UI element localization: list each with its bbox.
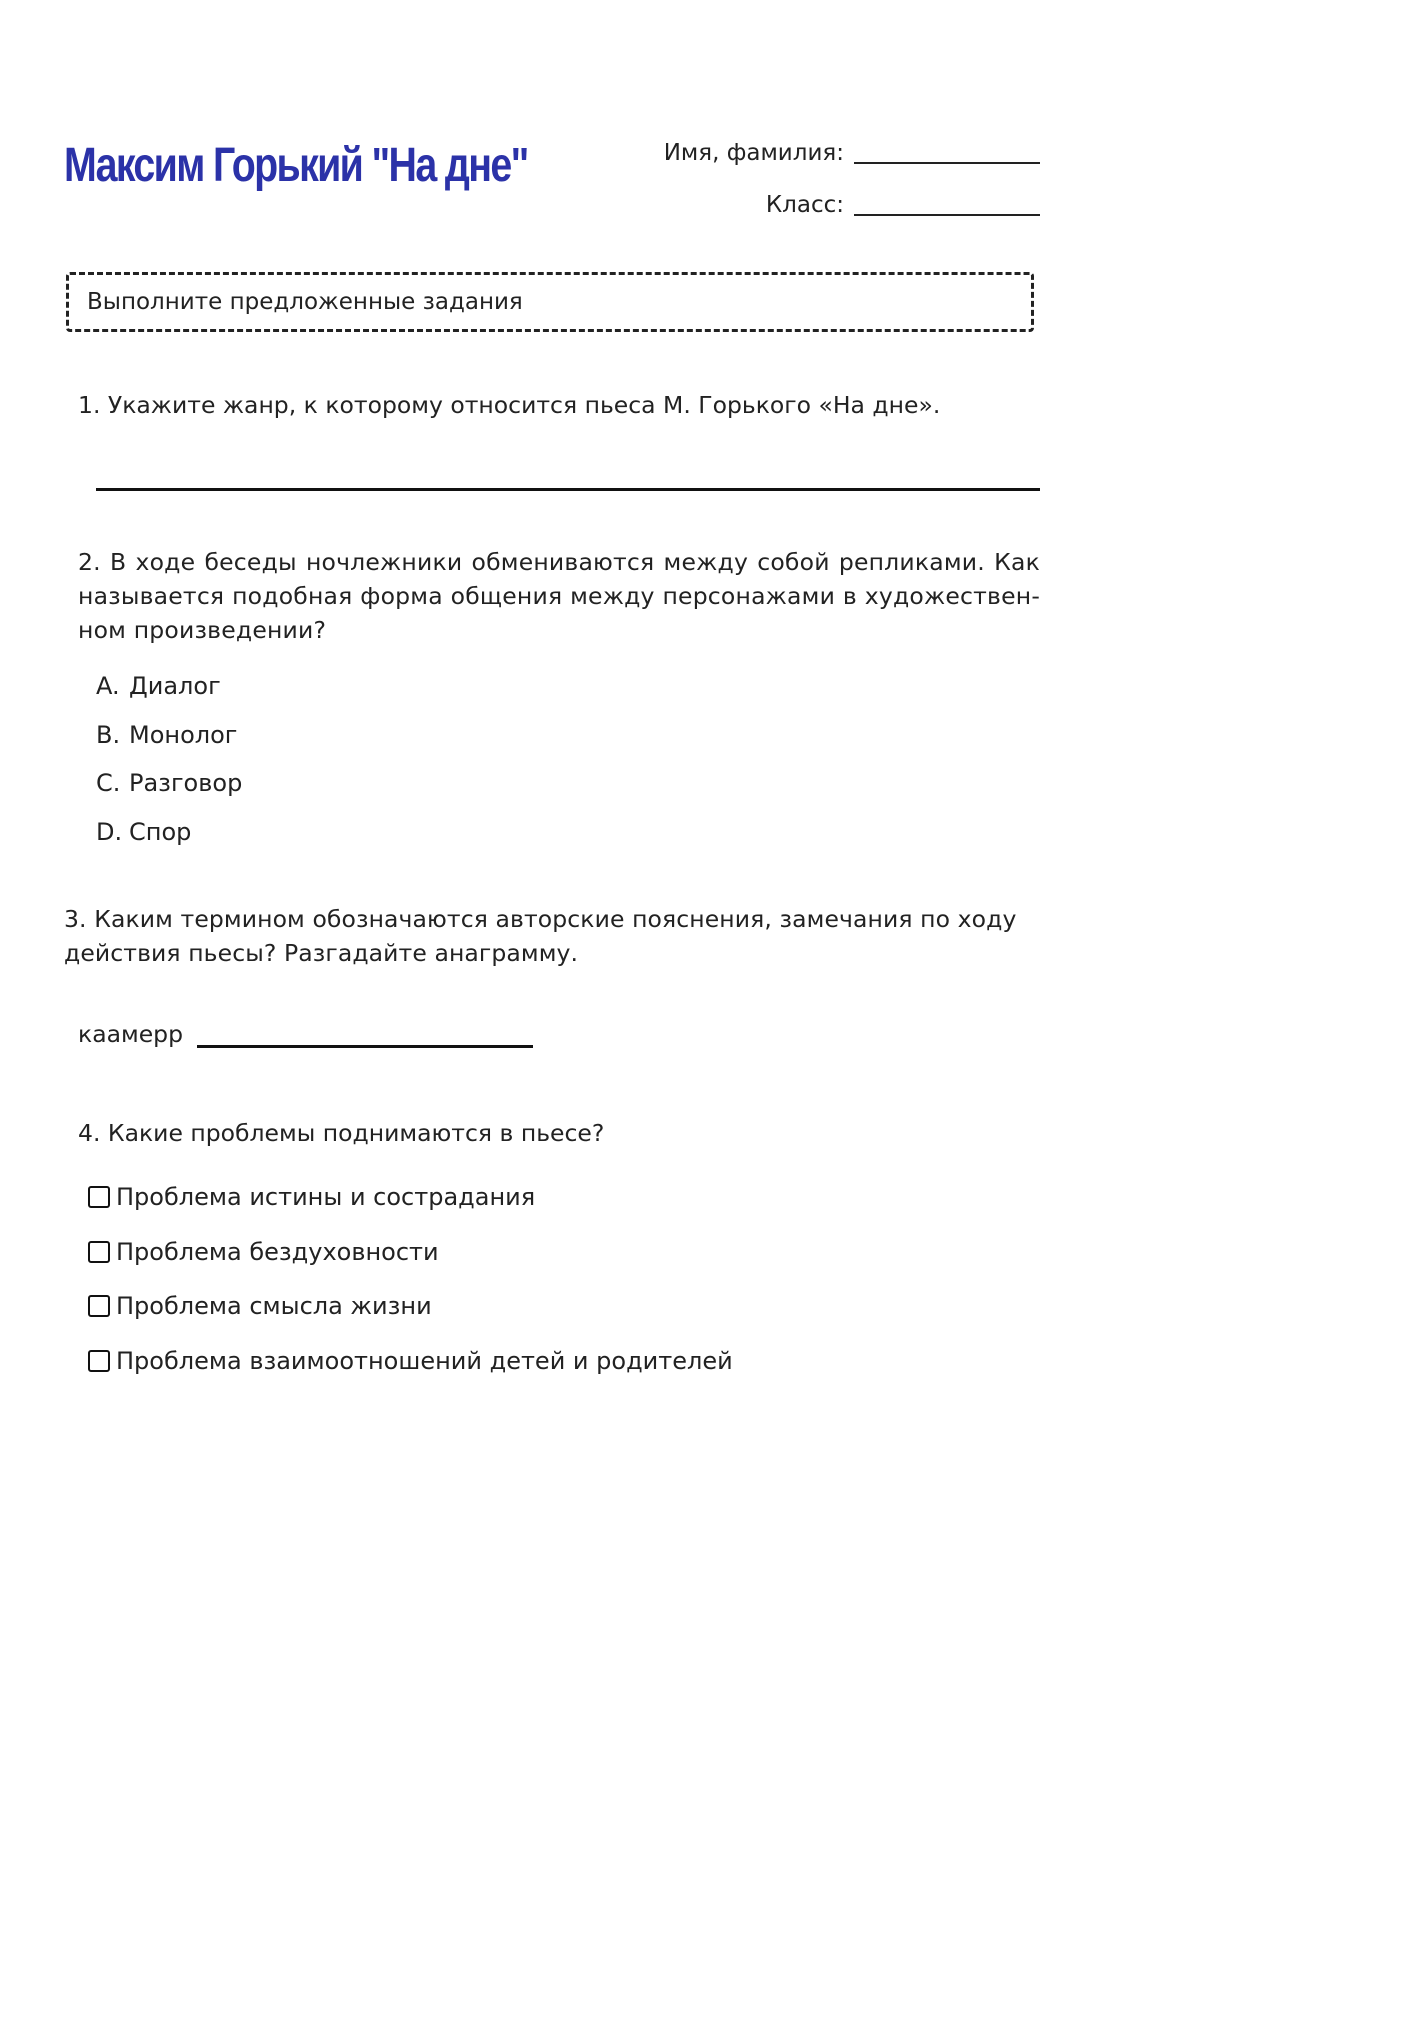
option-letter: C. [96, 769, 121, 797]
anagram-row [78, 1020, 533, 1048]
question-3-text [64, 902, 1044, 970]
check-item [88, 1334, 733, 1389]
check-item [88, 1279, 733, 1334]
class-field-row [766, 192, 1040, 218]
checkbox[interactable] [88, 1186, 110, 1208]
name-input-line[interactable] [854, 162, 1040, 164]
option-b[interactable] [96, 717, 242, 766]
question-4-text: 4. Какие проблемы поднимаются в пьесе? [78, 1119, 605, 1147]
question-2-text [78, 545, 1040, 647]
option-label: Диалог [129, 672, 221, 700]
check-item [88, 1225, 733, 1280]
question-4-checklist [88, 1170, 733, 1388]
question-2-options [96, 668, 242, 862]
checkbox[interactable] [88, 1241, 110, 1263]
question-2-line: ном произведении? [78, 616, 327, 644]
class-input-line[interactable] [854, 214, 1040, 216]
instructions-text: Выполните предложенные задания [87, 289, 523, 315]
name-field-row [664, 140, 1040, 166]
option-letter: D. [96, 817, 123, 846]
option-d[interactable] [96, 814, 242, 863]
option-letter: A. [96, 672, 120, 700]
option-label: Спор [129, 817, 192, 846]
page-title: Максим Горький "На дне" [64, 139, 528, 192]
option-letter: B. [96, 720, 121, 749]
option-label: Монолог [129, 720, 238, 749]
anagram-word: каамерр [78, 1020, 184, 1048]
checkbox[interactable] [88, 1295, 110, 1317]
option-label: Разговор [129, 769, 243, 797]
checkbox[interactable] [88, 1350, 110, 1372]
check-item [88, 1170, 733, 1225]
check-item-label: Проблема взаимоотношений детей и родителей [116, 1346, 733, 1375]
check-item-label: Проблема бездуховности [116, 1237, 439, 1266]
option-a[interactable] [96, 668, 242, 717]
question-3-line: 3. Каким термином обозначаются авторские пояснения, замечания по ходу [64, 905, 1017, 933]
question-3-line: действия пьесы? Разгадайте анаграмму. [64, 939, 579, 967]
question-1-answer-line[interactable] [96, 488, 1040, 491]
instructions-box [66, 272, 1034, 332]
check-item-label: Проблема смысла жизни [116, 1292, 432, 1321]
class-field-label: Класс: [765, 192, 844, 218]
check-item-label: Проблема истины и сострадания [116, 1183, 536, 1212]
question-2-line: 2. В ходе беседы ночлежники обмениваются между собой репликами. Как [78, 548, 1040, 576]
option-c[interactable] [96, 765, 242, 814]
question-1-text: 1. Укажите жанр, к которому относится пьеса М. Горького «На дне». [78, 391, 941, 419]
anagram-answer-line[interactable] [197, 1045, 533, 1048]
question-2-line: называется подобная форма общения между персонажами в художествен- [78, 582, 1040, 610]
name-field-label: Имя, фамилия: [663, 140, 844, 166]
